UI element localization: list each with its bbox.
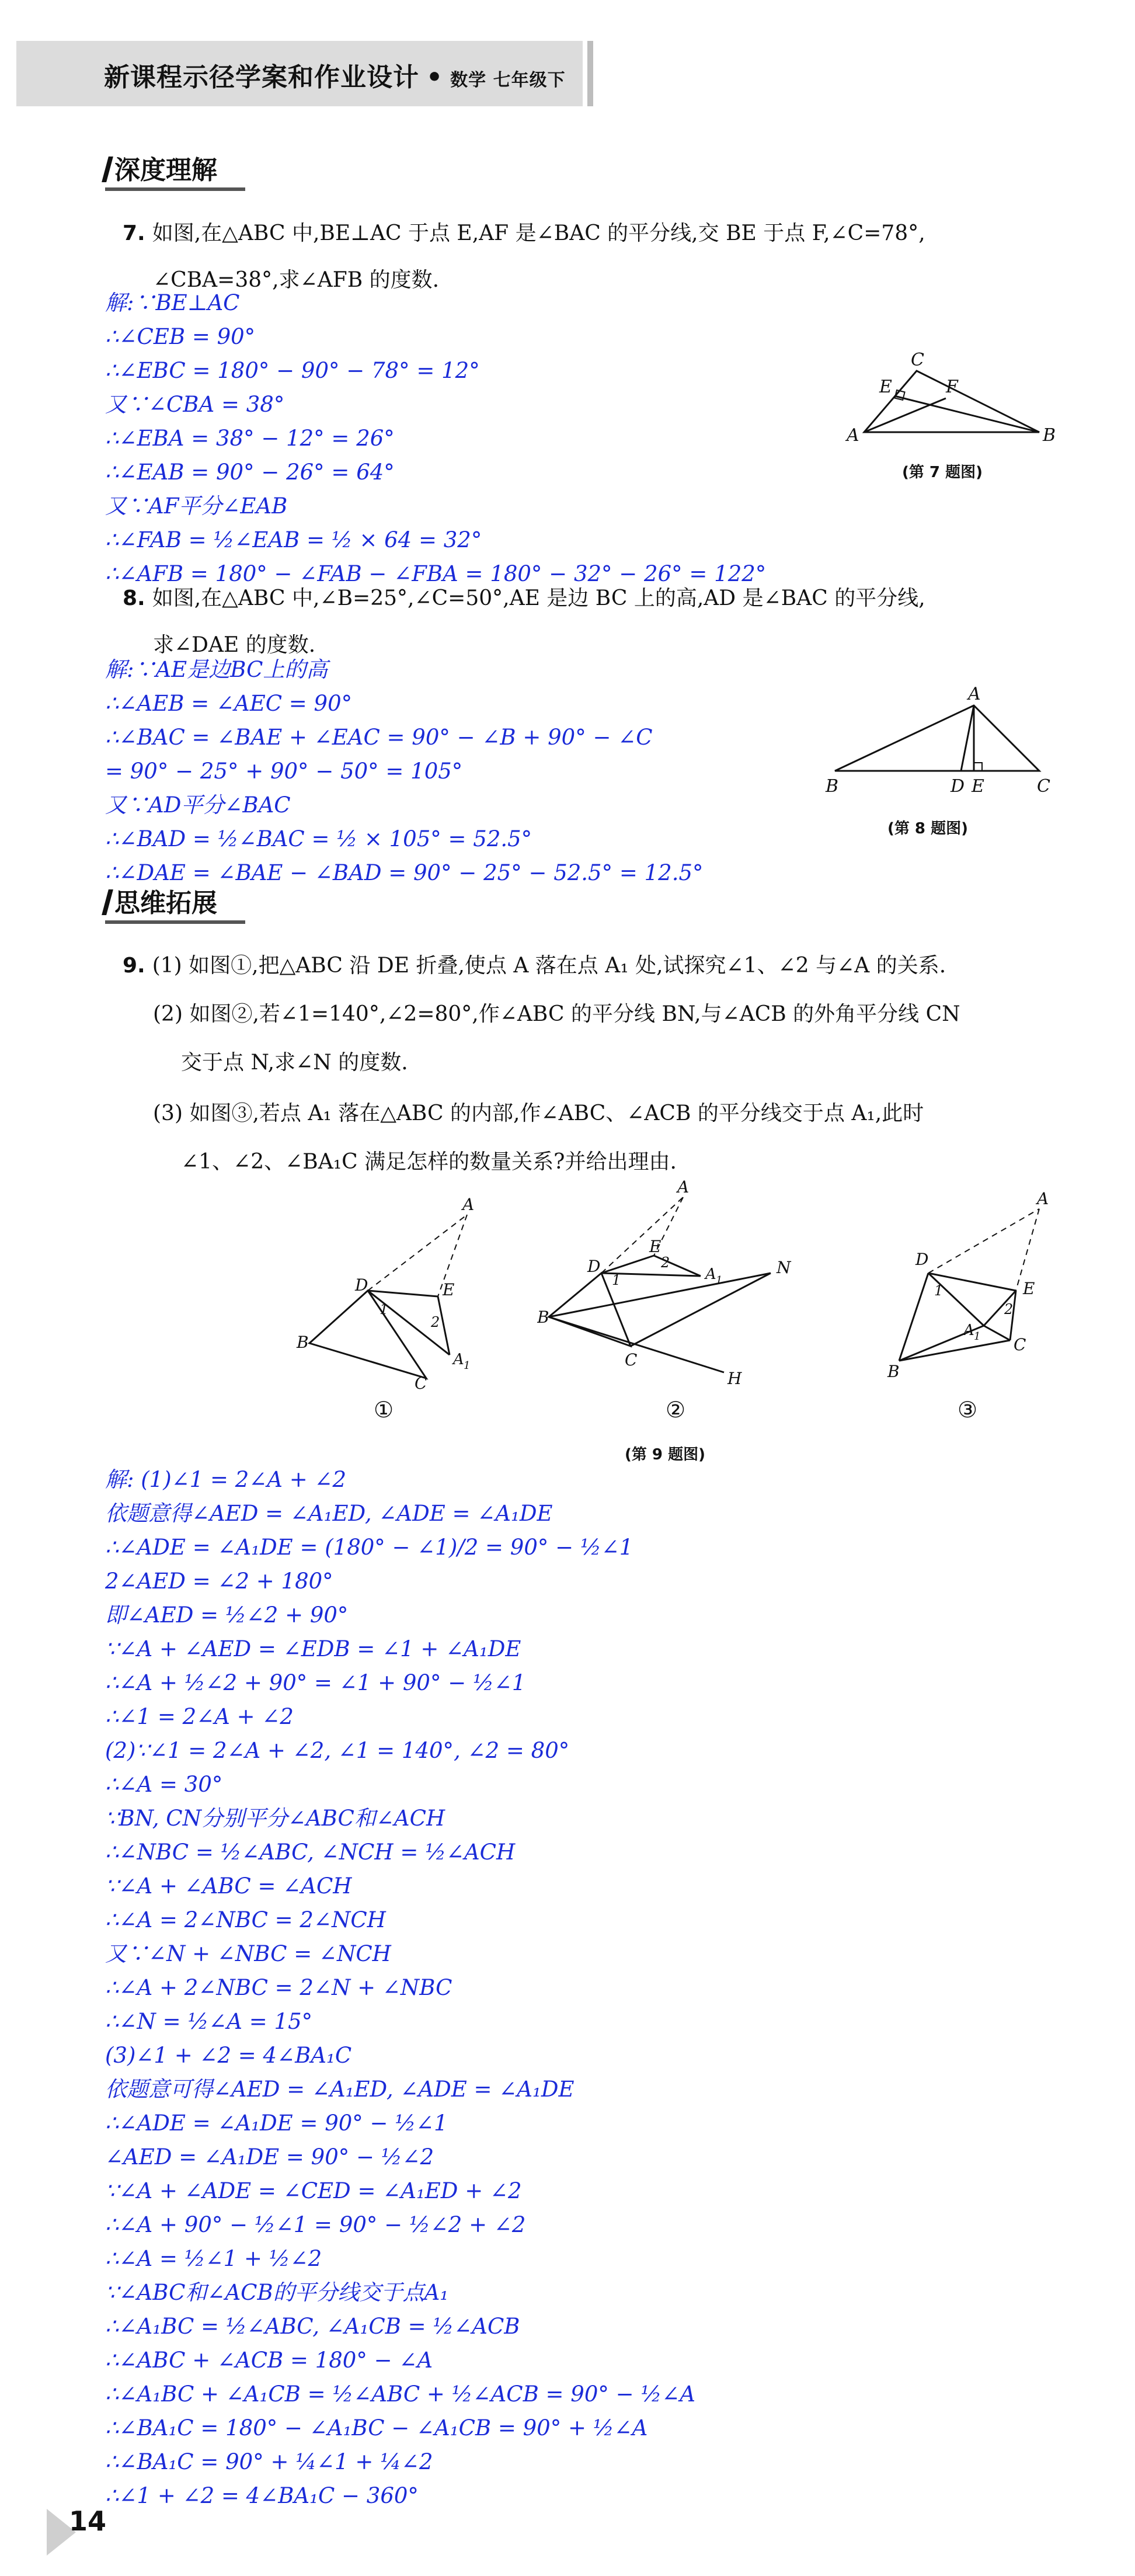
q8-answer-line: ∴∠BAC = ∠BAE + ∠EAC = 90° − ∠B + 90° − ∠C	[105, 725, 653, 750]
q8-answer-line: ∴∠AEB = ∠AEC = 90°	[105, 691, 353, 716]
q9-answer-line: 依题意可得∠AED = ∠A₁ED, ∠ADE = ∠A₁DE	[105, 2077, 575, 2102]
q9-answer-line: 2∠AED = ∠2 + 180°	[105, 1569, 333, 1594]
q8-right-angle-mark	[974, 763, 982, 771]
q7-line2: ∠CBA=38°,求∠AFB 的度数.	[153, 268, 440, 292]
q8-label-B: B	[826, 776, 839, 797]
q9-answer-line: ∴∠A = 2∠NBC = 2∠NCH	[105, 1907, 386, 1932]
q9-caption: (第 9 题图)	[625, 1446, 705, 1463]
q9-figure-2	[537, 1180, 817, 1390]
q8-answer	[105, 653, 704, 890]
q7-answer-line: ∴∠CEB = 90°	[105, 324, 256, 349]
q9-answer-line: ∴∠A₁BC + ∠A₁CB = ½∠ABC + ½∠ACB = 90° − ½∠A	[105, 2382, 695, 2407]
q7-label-A: A	[847, 425, 859, 446]
fig3-number: ③	[958, 1397, 978, 1423]
fig2-number: ②	[666, 1397, 686, 1423]
q8-figure	[817, 683, 1063, 800]
svg-text:E: E	[649, 1237, 661, 1256]
header-stripe	[587, 41, 593, 106]
section-depth-heading	[105, 149, 217, 186]
q8-label-A: A	[968, 684, 981, 704]
q9-answer-line: 即∠AED = ½∠2 + 90°	[105, 1602, 349, 1628]
q7-answer-line: ∴∠EBC = 180° − 90° − 78° = 12°	[105, 358, 480, 383]
svg-text:A: A	[677, 1180, 690, 1197]
svg-text:2: 2	[661, 1254, 670, 1271]
svg-text:1: 1	[716, 1274, 723, 1287]
svg-text:1: 1	[612, 1272, 621, 1288]
fig1-fold-DE	[368, 1291, 438, 1296]
q8-triangle	[835, 705, 1039, 771]
q9-part1-text: (1) 如图①,把△ABC 沿 DE 折叠,使点 A 落在点 A₁ 处,试探究∠1、∠2 与∠A 的关系.	[152, 954, 946, 978]
q9-answer-line: ∵∠A + ∠ADE = ∠CED = ∠A₁ED + ∠2	[105, 2178, 522, 2203]
q9-answer-line: ∵∠ABC和∠ACB的平分线交于点A₁	[105, 2280, 449, 2305]
q9-answer-line: 依题意得∠AED = ∠A₁ED, ∠ADE = ∠A₁DE	[105, 1501, 553, 1526]
fig3-DA1	[928, 1273, 984, 1326]
q7-segment-AF	[864, 398, 946, 432]
section-depth-text: 深度理解	[114, 155, 217, 185]
q9-answer-line: ∴∠N = ½∠A = 15°	[105, 2009, 313, 2034]
q9-answer-line: ∴∠A₁BC = ½∠ABC, ∠A₁CB = ½∠ACB	[105, 2314, 520, 2339]
q9-answer-line: ∴∠NBC = ½∠ABC, ∠NCH = ½∠ACH	[105, 1840, 516, 1865]
q9-answer-line: ∴∠BA₁C = 180° − ∠A₁BC − ∠A₁CB = 90° + ½∠A	[105, 2415, 648, 2441]
svg-text:D: D	[355, 1275, 368, 1295]
book-title	[104, 56, 566, 93]
svg-text:A: A	[453, 1351, 464, 1368]
fig3-dashed-EA	[1016, 1209, 1039, 1291]
q8-answer-line: ∴∠DAE = ∠BAE − ∠BAD = 90° − 25° − 52.5° = 12.5°	[105, 860, 704, 885]
q8-answer-line: 又∵AD平分∠BAC	[105, 792, 291, 818]
fig3-dashed-DA	[928, 1209, 1039, 1273]
svg-text:1: 1	[380, 1301, 389, 1317]
q9-answer-line: ∴∠A = ½∠1 + ½∠2	[105, 2246, 322, 2271]
q9-figure-1	[292, 1197, 490, 1390]
q9-answer-line: (2)∵∠1 = 2∠A + ∠2, ∠1 = 140°, ∠2 = 80°	[105, 1738, 570, 1763]
q8-line2: 求∠DAE 的度数.	[153, 633, 316, 657]
fig3-DB	[899, 1273, 928, 1361]
q9-part2a: (2) 如图②,若∠1=140°,∠2=80°,作∠ABC 的平分线 BN,与∠ACB 的外角平分线 CN	[153, 1002, 960, 1026]
q9-answer-line: ∴∠A + 90° − ½∠1 = 90° − ½∠2 + ∠2	[105, 2212, 526, 2237]
q9-answer-line: ∠AED = ∠A₁DE = 90° − ½∠2	[105, 2144, 434, 2170]
q8-label-E: E	[972, 776, 984, 797]
q9-answer	[105, 1463, 695, 2513]
fig1-dashed-AD	[368, 1215, 467, 1291]
q9-part3a: (3) 如图③,若点 A₁ 落在△ABC 的内部,作∠ABC、∠ACB 的平分线交于点 A₁,此时	[153, 1101, 924, 1125]
section-pen-icon	[102, 889, 113, 915]
q9-answer-line: ∴∠A = 30°	[105, 1772, 223, 1797]
q8-answer-line: = 90° − 25° + 90° − 50° = 105°	[105, 759, 463, 784]
book-title-text: 新课程示径学案和作业设计	[104, 62, 419, 92]
svg-text:C: C	[625, 1350, 638, 1369]
svg-text:2: 2	[431, 1314, 440, 1330]
svg-text:2: 2	[1004, 1301, 1014, 1317]
q9-figure-3	[876, 1191, 1063, 1390]
fig2-fold-DE	[601, 1256, 654, 1273]
q9-answer-line: ∴∠A + 2∠NBC = 2∠N + ∠NBC	[105, 1975, 452, 2000]
q7-answer-line: ∴∠EAB = 90° − 26° = 64°	[105, 460, 395, 485]
section-thinking-heading	[105, 882, 217, 919]
svg-text:1: 1	[464, 1360, 471, 1372]
q7-number: 7.	[123, 221, 145, 245]
section-pen-icon	[102, 157, 113, 182]
svg-text:1: 1	[974, 1330, 981, 1343]
svg-text:B: B	[297, 1333, 309, 1352]
section-underline	[105, 187, 245, 191]
page-number	[16, 2505, 107, 2537]
title-dot: •	[426, 62, 444, 92]
fig2-bisector-BN	[549, 1273, 771, 1317]
q9-answer-line: ∴∠ADE = ∠A₁DE = (180° − ∠1)/2 = 90° − ½∠1	[105, 1535, 633, 1560]
q8-number: 8.	[123, 586, 145, 610]
q7-label-B: B	[1043, 425, 1056, 446]
svg-text:1: 1	[934, 1282, 943, 1299]
q9-part3b: ∠1、∠2、∠BA₁C 满足怎样的数量关系?并给出理由.	[181, 1150, 677, 1174]
svg-text:E: E	[1023, 1279, 1035, 1298]
q7-answer	[105, 286, 766, 591]
q9-answer-line: ∵∠A + ∠AED = ∠EDB = ∠1 + ∠A₁DE	[105, 1636, 521, 1661]
fig2-bisector-CN	[631, 1273, 771, 1346]
section-underline	[105, 920, 245, 924]
q9-answer-line: ∴∠1 + ∠2 = 4∠BA₁C − 360°	[105, 2483, 419, 2508]
q7-label-E: E	[879, 377, 892, 397]
q8-answer-line: 解:∵AE是边BC上的高	[105, 657, 328, 682]
q9-answer-line: ∴∠ADE = ∠A₁DE = 90° − ½∠1	[105, 2111, 448, 2136]
q7-segment-BE	[894, 396, 1039, 432]
q8-label-C: C	[1037, 776, 1050, 797]
q9-answer-line: ∵BN, CN分别平分∠ABC和∠ACH	[105, 1806, 445, 1831]
q7-line1	[123, 221, 925, 246]
svg-text:D: D	[587, 1257, 601, 1276]
q9-answer-line: ∴∠ABC + ∠ACB = 180° − ∠A	[105, 2348, 433, 2373]
q9-answer-line: ∴∠1 = 2∠A + ∠2	[105, 1704, 294, 1729]
svg-text:D: D	[915, 1250, 929, 1269]
svg-text:B: B	[537, 1308, 549, 1327]
svg-text:A: A	[462, 1197, 475, 1214]
q9-part1	[123, 953, 946, 979]
q8-caption: (第 8 题图)	[887, 820, 968, 837]
fig2-dashed-AD	[601, 1197, 683, 1273]
q9-answer-line: ∴∠BA₁C = 90° + ¼∠1 + ¼∠2	[105, 2449, 433, 2474]
q7-label-C: C	[911, 350, 924, 370]
q7-caption: (第 7 题图)	[902, 464, 983, 481]
fig1-number: ①	[374, 1397, 394, 1423]
svg-text:C: C	[1014, 1335, 1026, 1354]
q7-label-F: F	[946, 377, 958, 397]
q9-answer-line: ∵∠A + ∠ABC = ∠ACH	[105, 1873, 352, 1899]
fig3-BC	[899, 1340, 1010, 1361]
q9-answer-line: 解: (1)∠1 = 2∠A + ∠2	[105, 1467, 347, 1492]
page-header	[16, 41, 583, 106]
svg-text:A: A	[963, 1322, 974, 1339]
q7-answer-line: ∴∠EBA = 38° − 12° = 26°	[105, 426, 395, 451]
svg-text:H: H	[727, 1369, 742, 1388]
svg-text:A: A	[705, 1266, 716, 1283]
svg-text:E: E	[443, 1280, 455, 1299]
svg-text:C: C	[415, 1374, 427, 1390]
q8-line1	[123, 586, 925, 611]
q9-number: 9.	[123, 954, 145, 978]
q7-answer-line: ∴∠FAB = ½∠EAB = ½ × 64 = 32°	[105, 527, 482, 552]
subject-grade: 数学 七年级下	[450, 70, 566, 91]
section-thinking-text: 思维拓展	[114, 888, 217, 918]
q9-answer-line: 又∵∠N + ∠NBC = ∠NCH	[105, 1941, 391, 1966]
q7-answer-line: 解:∵BE⊥AC	[105, 290, 240, 315]
q8-segment-AD	[961, 705, 974, 771]
q8-answer-line: ∴∠BAD = ½∠BAC = ½ × 105° = 52.5°	[105, 826, 532, 851]
q7-answer-line: 又∵AF平分∠EAB	[105, 493, 288, 519]
q7-answer-line: ∴∠AFB = 180° − ∠FAB − ∠FBA = 180° − 32° − 26° = 122°	[105, 561, 767, 586]
q8-label-D: D	[951, 776, 965, 797]
q7-figure	[841, 315, 1063, 456]
q8-line1-text: 如图,在△ABC 中,∠B=25°,∠C=50°,AE 是边 BC 上的高,AD 是∠BAC 的平分线,	[152, 586, 925, 610]
q9-answer-line: ∴∠A + ½∠2 + 90° = ∠1 + 90° − ½∠1	[105, 1670, 526, 1695]
svg-text:N: N	[777, 1258, 791, 1277]
fig1-lower-triangle	[309, 1291, 426, 1378]
q7-line1-text: 如图,在△ABC 中,BE⊥AC 于点 E,AF 是∠BAC 的平分线,交 BE 于点 F,∠C=78°,	[152, 221, 925, 245]
q9-part2b: 交于点 N,求∠N 的度数.	[181, 1051, 408, 1075]
q9-answer-line: (3)∠1 + ∠2 = 4∠BA₁C	[105, 2043, 352, 2068]
svg-text:A: A	[1037, 1191, 1049, 1208]
fig3-CA1	[984, 1326, 1010, 1340]
page-number-text: 14	[69, 2505, 107, 2537]
q7-answer-line: 又∵∠CBA = 38°	[105, 392, 285, 417]
svg-text:B: B	[887, 1362, 900, 1381]
